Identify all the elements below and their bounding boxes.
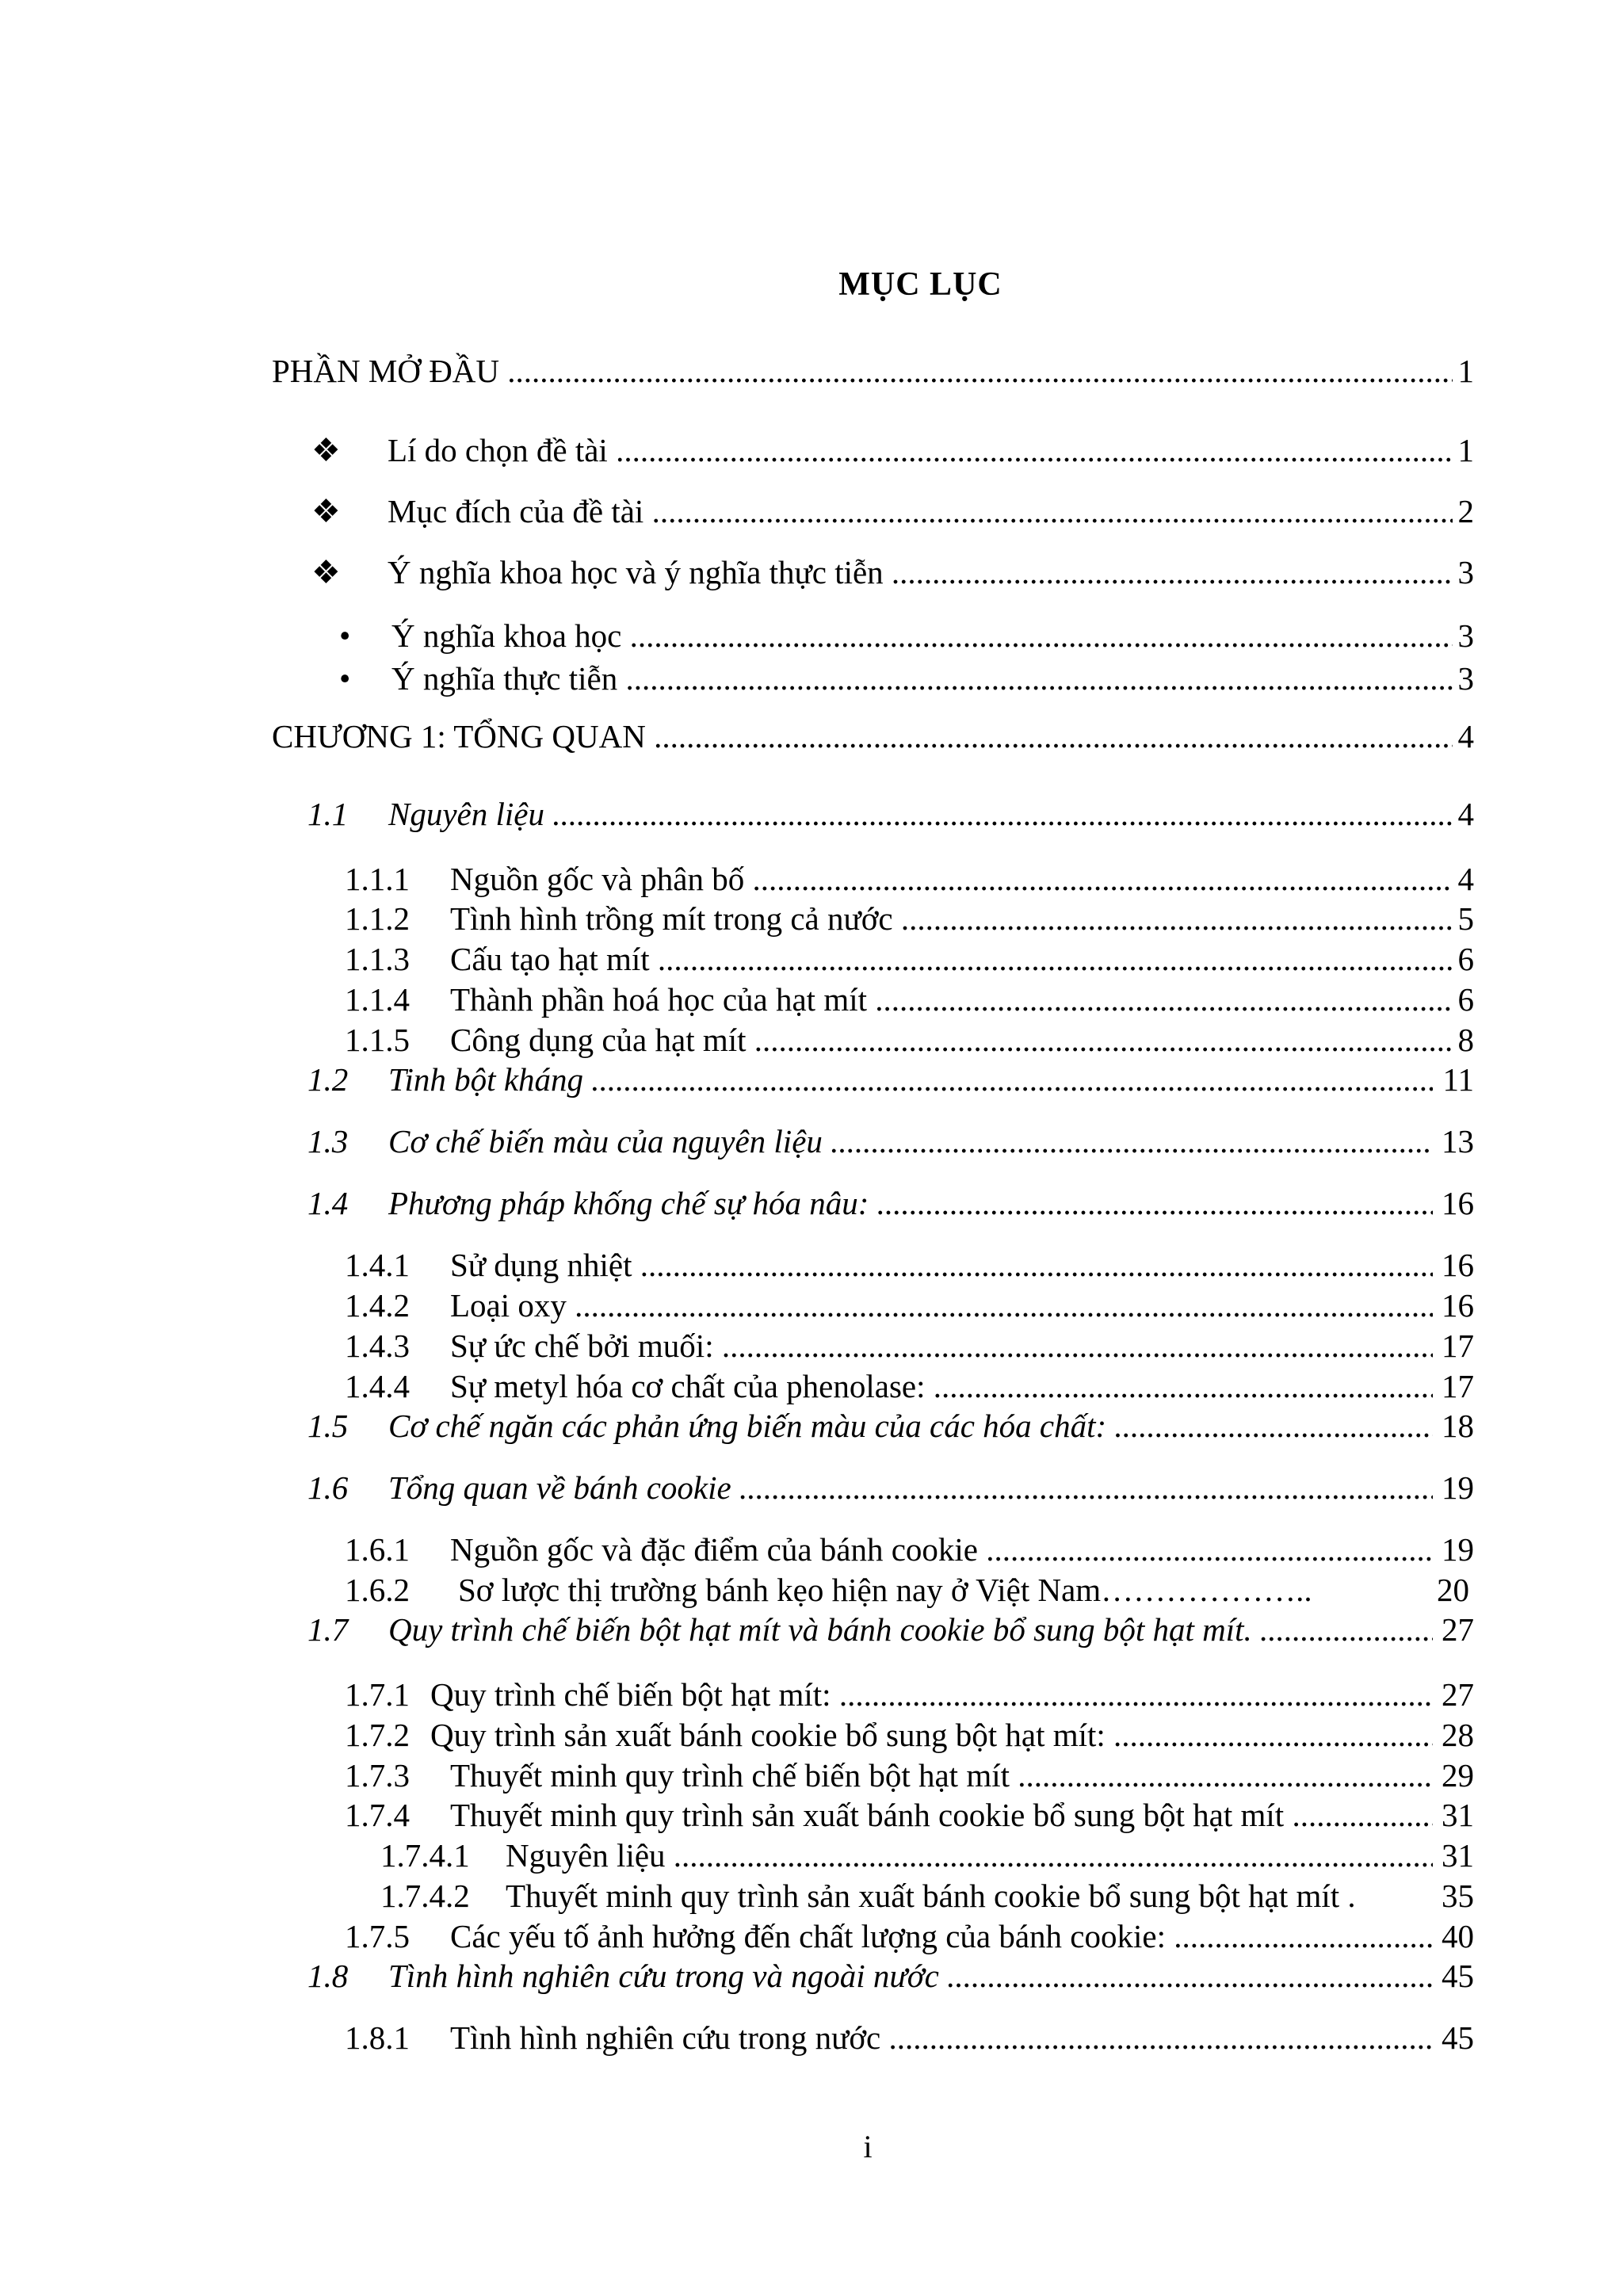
toc-entry-page: 18 bbox=[1442, 1408, 1474, 1444]
toc-entry-text: Cấu tạo hạt mít bbox=[450, 941, 650, 977]
toc-entry-page: 45 bbox=[1442, 1958, 1474, 1994]
page-number-footer: i bbox=[863, 2129, 873, 2164]
toc-entry-page: 16 bbox=[1442, 1185, 1474, 1221]
toc-entry[interactable] bbox=[339, 659, 1474, 698]
toc-entry-number: 1.7 bbox=[307, 1611, 349, 1648]
toc-entry-text: Sơ lược thị trường bánh kẹo hiện nay ở Việt Nam……………….. bbox=[458, 1572, 1312, 1608]
toc-entry-page: 28 bbox=[1442, 1717, 1474, 1753]
toc-entry-text: Cơ chế ngăn các phản ứng biến màu của các hóa chất: bbox=[388, 1408, 1107, 1444]
toc-entry-number: 1.1.2 bbox=[345, 900, 410, 937]
toc-entry-page: 13 bbox=[1442, 1123, 1474, 1159]
toc-entry-text: Các yếu tố ảnh hưởng đến chất lượng của bánh cookie: bbox=[450, 1918, 1166, 1954]
toc-entry-page: 27 bbox=[1442, 1611, 1474, 1648]
toc-entry-text: Thuyết minh quy trình sản xuất bánh cookie bổ sung bột hạt mít bbox=[450, 1797, 1285, 1833]
toc-entry[interactable] bbox=[345, 1530, 1474, 1569]
toc-entry[interactable] bbox=[345, 980, 1474, 1019]
toc-entry-page: 2 bbox=[1457, 493, 1474, 529]
toc-entry[interactable] bbox=[345, 2018, 1474, 2057]
toc-entry[interactable] bbox=[345, 1916, 1474, 1956]
toc-entry-text: Công dụng của hạt mít bbox=[450, 1022, 747, 1058]
toc-entry-text: Tình hình trồng mít trong cả nước bbox=[450, 900, 893, 937]
toc-entry[interactable] bbox=[272, 716, 1474, 756]
toc-entry[interactable] bbox=[345, 899, 1474, 938]
toc-entry-number: 1.5 bbox=[307, 1408, 349, 1444]
toc-entry-text: Sử dụng nhiệt bbox=[450, 1247, 632, 1283]
toc-entry[interactable] bbox=[311, 430, 1474, 470]
toc-entry[interactable] bbox=[311, 552, 1474, 592]
toc-entry[interactable] bbox=[345, 939, 1474, 979]
toc-entry-number: 1.4.2 bbox=[345, 1287, 410, 1324]
toc-entry[interactable] bbox=[345, 1715, 1474, 1755]
toc-entry-text: Quy trình chế biến bột hạt mít: bbox=[430, 1676, 831, 1713]
toc-entry-page: 27 bbox=[1442, 1676, 1474, 1713]
toc-entry[interactable] bbox=[345, 1366, 1474, 1406]
toc-entry[interactable] bbox=[345, 1675, 1474, 1714]
toc-entry[interactable] bbox=[345, 1755, 1474, 1795]
toc-entry[interactable] bbox=[272, 351, 1474, 391]
toc-entry-text: Nguyên liệu bbox=[506, 1837, 666, 1874]
toc-entry-text: Thành phần hoá học của hạt mít bbox=[450, 981, 867, 1018]
diamond-bullet-icon: ❖ bbox=[311, 493, 341, 529]
toc-entry-page: 5 bbox=[1457, 900, 1474, 937]
toc-entry-number: 1.8 bbox=[307, 1958, 349, 1994]
toc-entry-page: 4 bbox=[1457, 861, 1474, 897]
toc-entry-text: Ý nghĩa thực tiễn bbox=[391, 660, 618, 697]
toc-entry-page: 29 bbox=[1442, 1757, 1474, 1794]
toc-entry-number: 1.7.1 bbox=[345, 1676, 410, 1713]
toc-entry-number: 1.1.1 bbox=[345, 861, 410, 897]
toc-entry-page: 6 bbox=[1457, 941, 1474, 977]
toc-entry[interactable] bbox=[307, 1468, 1474, 1507]
toc-entry-number: 1.6 bbox=[307, 1469, 349, 1506]
toc-entry[interactable] bbox=[307, 1060, 1474, 1099]
toc-entry[interactable] bbox=[345, 1570, 1474, 1610]
toc-entry-page: 1 bbox=[1457, 432, 1474, 468]
toc-entry-text: Nguồn gốc và đặc điểm của bánh cookie bbox=[450, 1531, 979, 1568]
toc-entry-text: Tinh bột kháng bbox=[388, 1061, 584, 1098]
toc-entry-page: 17 bbox=[1442, 1328, 1474, 1364]
toc-entry-text: Loại oxy bbox=[450, 1287, 567, 1324]
toc-entry-page: 8 bbox=[1457, 1022, 1474, 1058]
toc-entry-number: 1.7.4.2 bbox=[380, 1878, 470, 1914]
toc-entry[interactable] bbox=[345, 1326, 1474, 1366]
toc-entry-text: Cơ chế biến màu của nguyên liệu bbox=[388, 1123, 823, 1159]
toc-entry-text: Tình hình nghiên cứu trong và ngoài nước bbox=[388, 1958, 939, 1994]
toc-entry[interactable] bbox=[307, 794, 1474, 834]
toc-entry[interactable] bbox=[307, 1406, 1474, 1446]
toc-entry-text: Sự metyl hóa cơ chất của phenolase: bbox=[450, 1368, 926, 1404]
toc-entry-text: Nguồn gốc và phân bố bbox=[450, 861, 745, 897]
toc-entry-page: 3 bbox=[1457, 617, 1474, 654]
toc-entry-number: 1.7.5 bbox=[345, 1918, 410, 1954]
toc-entry-page: 40 bbox=[1442, 1918, 1474, 1954]
toc-entry[interactable] bbox=[345, 1245, 1474, 1285]
toc-entry-page: 17 bbox=[1442, 1368, 1474, 1404]
toc-entry[interactable] bbox=[345, 859, 1474, 899]
toc-entry-number: 1.4.4 bbox=[345, 1368, 410, 1404]
toc-entry[interactable] bbox=[345, 1795, 1474, 1835]
toc-entry-number: 1.4 bbox=[307, 1185, 349, 1221]
toc-entry[interactable] bbox=[307, 1121, 1474, 1161]
toc-entry-page: 20 bbox=[1437, 1572, 1469, 1608]
toc-entry-text: Thuyết minh quy trình sản xuất bánh cookie bổ sung bột hạt mít . bbox=[506, 1878, 1356, 1914]
toc-entry-text: Nguyên liệu bbox=[388, 796, 544, 832]
toc-entry-page: 16 bbox=[1442, 1247, 1474, 1283]
toc-entry-number: 1.7.3 bbox=[345, 1757, 410, 1794]
toc-entry-number: 1.6.1 bbox=[345, 1531, 410, 1568]
toc-entry-text: Ý nghĩa khoa học bbox=[391, 617, 622, 654]
toc-entry-page: 35 bbox=[1442, 1878, 1474, 1914]
toc-title: MỤC LỤC bbox=[838, 266, 1002, 303]
toc-entry-number: 1.7.4.1 bbox=[380, 1837, 470, 1874]
toc-entry[interactable] bbox=[345, 1286, 1474, 1325]
toc-entry-text: PHẦN MỞ ĐẦU bbox=[272, 353, 500, 389]
toc-entry[interactable] bbox=[307, 1610, 1474, 1649]
toc-entry-page: 31 bbox=[1442, 1837, 1474, 1874]
toc-entry-page: 19 bbox=[1442, 1469, 1474, 1506]
toc-entry-page: 3 bbox=[1457, 660, 1474, 697]
toc-entry-text: Phương pháp khống chế sự hóa nâu: bbox=[388, 1185, 869, 1221]
toc-entry-text: Tình hình nghiên cứu trong nước bbox=[450, 2019, 881, 2056]
toc-entry-number: 1.4.1 bbox=[345, 1247, 410, 1283]
toc-entry-number: 1.2 bbox=[307, 1061, 349, 1098]
toc-entry-number: 1.8.1 bbox=[345, 2019, 410, 2056]
toc-entry-page: 1 bbox=[1457, 353, 1474, 389]
toc-entry-text: Tổng quan về bánh cookie bbox=[388, 1469, 731, 1506]
toc-entry-page: 45 bbox=[1442, 2019, 1474, 2056]
toc-entry-page: 4 bbox=[1457, 718, 1474, 755]
toc-entry[interactable] bbox=[307, 1183, 1474, 1223]
toc-entry[interactable] bbox=[307, 1956, 1474, 1996]
toc-entry-text: Ý nghĩa khoa học và ý nghĩa thực tiễn bbox=[388, 554, 884, 590]
round-bullet-icon: • bbox=[339, 617, 351, 654]
toc-entry-text: Quy trình chế biến bột hạt mít và bánh cookie bổ sung bột hạt mít. bbox=[388, 1611, 1252, 1648]
toc-entry-page: 31 bbox=[1442, 1797, 1474, 1833]
toc-entry-text: Sự ức chế bởi muối: bbox=[450, 1328, 714, 1364]
toc-entry-text: Mục đích của đề tài bbox=[388, 493, 644, 529]
toc-entry-number: 1.1.3 bbox=[345, 941, 410, 977]
toc-entry[interactable] bbox=[380, 1836, 1474, 1875]
toc-entry[interactable] bbox=[380, 1876, 1474, 1916]
toc-entry-page: 11 bbox=[1442, 1061, 1474, 1098]
toc-entry-number: 1.6.2 bbox=[345, 1572, 410, 1608]
toc-entry-number: 1.1.4 bbox=[345, 981, 410, 1018]
toc-entry-number: 1.7.4 bbox=[345, 1797, 410, 1833]
toc-entry-text: Thuyết minh quy trình chế biến bột hạt mít bbox=[450, 1757, 1010, 1794]
toc-entry[interactable] bbox=[345, 1020, 1474, 1060]
toc-entry-page: 19 bbox=[1442, 1531, 1474, 1568]
toc-entry-text: Quy trình sản xuất bánh cookie bổ sung bột hạt mít: bbox=[430, 1717, 1106, 1753]
toc-entry-page: 16 bbox=[1442, 1287, 1474, 1324]
toc-entry-number: 1.7.2 bbox=[345, 1717, 410, 1753]
toc-entry-number: 1.3 bbox=[307, 1123, 349, 1159]
toc-entry-number: 1.1 bbox=[307, 796, 349, 832]
toc-entry-page: 3 bbox=[1457, 554, 1474, 590]
toc-entry[interactable] bbox=[311, 491, 1474, 531]
toc-entry-page: 4 bbox=[1457, 796, 1474, 832]
diamond-bullet-icon: ❖ bbox=[311, 432, 341, 468]
toc-entry[interactable] bbox=[339, 616, 1474, 655]
toc-entry-number: 1.4.3 bbox=[345, 1328, 410, 1364]
toc-entry-page: 6 bbox=[1457, 981, 1474, 1018]
toc-entry-text: Lí do chọn đề tài bbox=[388, 432, 608, 468]
diamond-bullet-icon: ❖ bbox=[311, 554, 341, 590]
toc-entry-number: 1.1.5 bbox=[345, 1022, 410, 1058]
round-bullet-icon: • bbox=[339, 660, 351, 697]
toc-entry-text: CHƯƠNG 1: TỔNG QUAN bbox=[272, 718, 646, 755]
